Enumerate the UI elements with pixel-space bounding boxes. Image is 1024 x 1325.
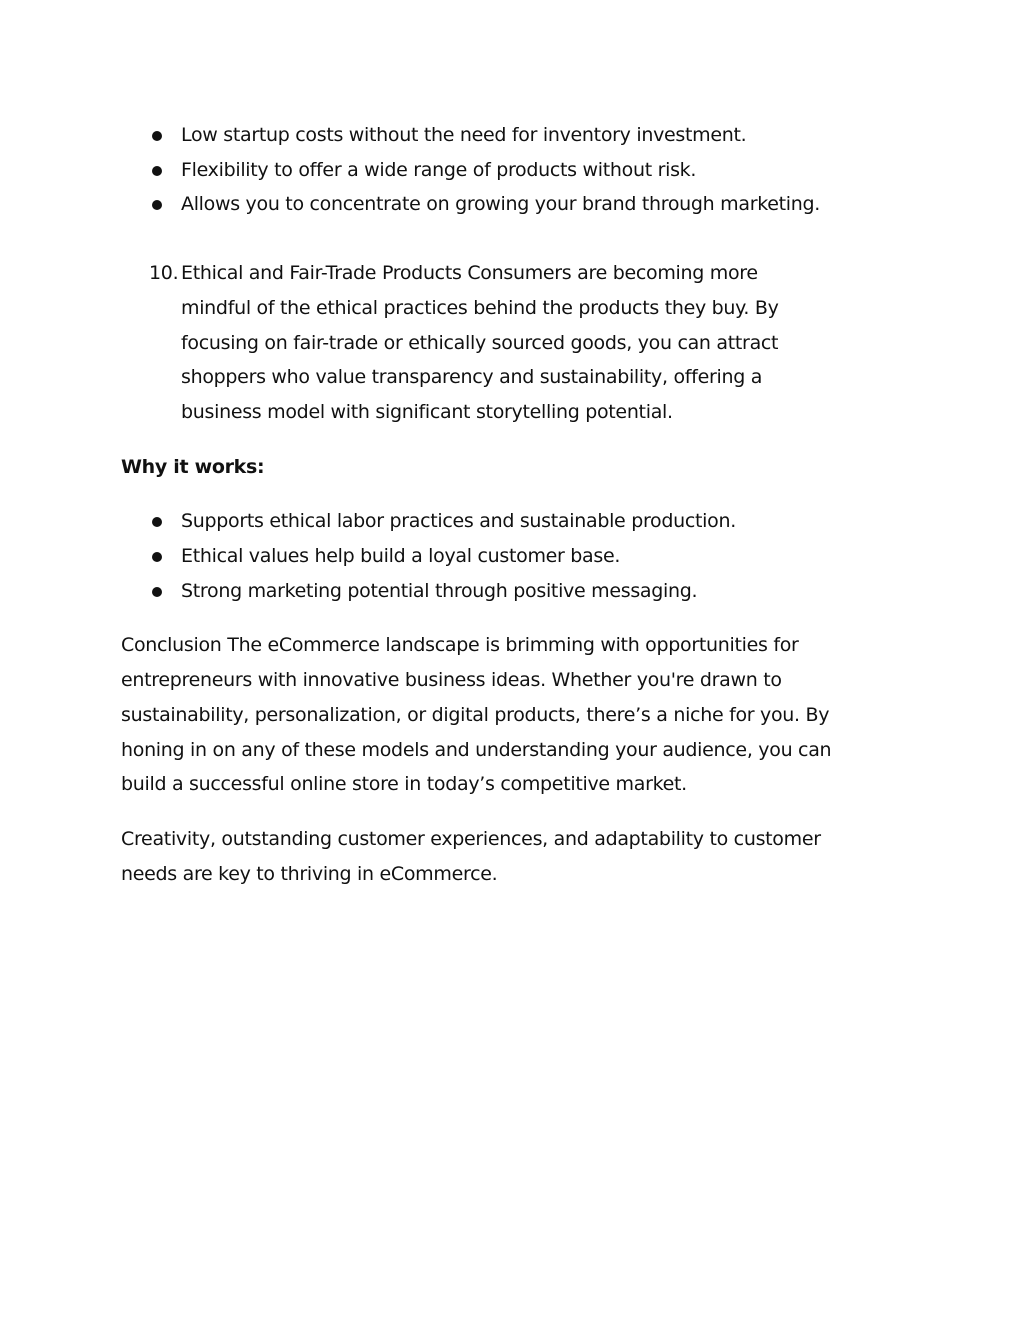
paragraph-line: sustainability, personalization, or digital products, there’s a niche for you. By xyxy=(121,703,830,726)
bullet-icon xyxy=(152,166,162,176)
bullet-icon xyxy=(152,200,162,210)
section-heading: Why it works: xyxy=(121,455,265,478)
list-item xyxy=(121,153,911,188)
paragraph-line: honing in on any of these models and understanding your audience, you can xyxy=(121,738,832,761)
list-item xyxy=(121,504,911,539)
list-item-text: Supports ethical labor practices and sustainable production. xyxy=(181,510,736,533)
benefits-list xyxy=(121,118,911,222)
document-body xyxy=(121,118,911,891)
list-item-text: Low startup costs without the need for inventory investment. xyxy=(181,124,747,146)
item-text-line: Ethical and Fair-Trade Products Consumers are becoming more xyxy=(181,262,758,285)
list-item-text: Strong marketing potential through positive messaging. xyxy=(181,579,698,602)
list-item xyxy=(121,118,911,153)
item-text-line: business model with significant storytelling potential. xyxy=(181,400,673,423)
list-item xyxy=(121,187,911,222)
item-text-line: mindful of the ethical practices behind the products they buy. By xyxy=(181,296,779,319)
bullet-icon xyxy=(152,517,162,527)
item-text-line: shoppers who value transparency and sustainability, offering a xyxy=(181,366,763,389)
why-it-works-list xyxy=(121,504,911,608)
item-number: 10. xyxy=(149,262,179,285)
closing-paragraph xyxy=(121,822,911,891)
bullet-icon xyxy=(152,552,162,562)
numbered-item-10 xyxy=(121,256,911,430)
paragraph-line: build a successful online store in today’s competitive market. xyxy=(121,773,687,796)
paragraph-line: Creativity, outstanding customer experiences, and adaptability to customer xyxy=(121,827,821,850)
paragraph-line: entrepreneurs with innovative business ideas. Whether you're drawn to xyxy=(121,669,782,692)
paragraph-line: Conclusion The eCommerce landscape is brimming with opportunities for xyxy=(121,634,799,657)
paragraph-line: needs are key to thriving in eCommerce. xyxy=(121,862,498,885)
item-text-line: focusing on fair-trade or ethically sourced goods, you can attract xyxy=(181,331,779,354)
bullet-icon xyxy=(152,131,162,141)
list-item xyxy=(121,539,911,574)
bullet-icon xyxy=(152,587,162,597)
conclusion-paragraph xyxy=(121,628,911,802)
list-item-text: Flexibility to offer a wide range of products without risk. xyxy=(181,158,697,181)
list-item-text: Ethical values help build a loyal customer base. xyxy=(181,545,621,568)
list-item-text: Allows you to concentrate on growing your brand through marketing. xyxy=(181,193,821,216)
list-item xyxy=(121,574,911,609)
